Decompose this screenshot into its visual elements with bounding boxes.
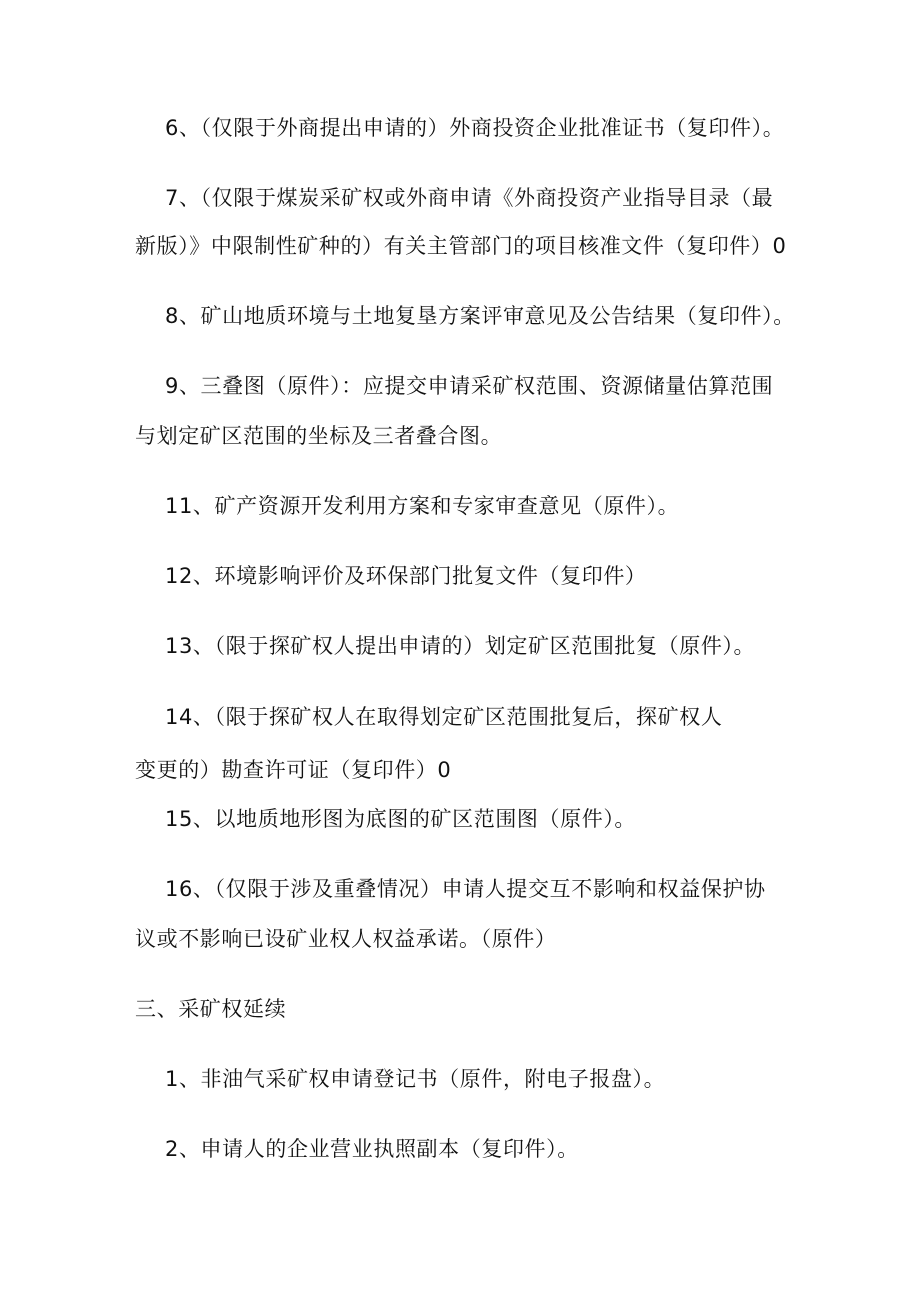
item-16-line-2: 议或不影响已设矿业权人权益承诺。（原件） xyxy=(135,927,557,951)
item-13: 13、（限于探矿权人提出申请的）划定矿区范围批复（原件）。 xyxy=(165,634,756,658)
item-14-line-1: 14、（限于探矿权人在取得划定矿区范围批复后，探矿权人 xyxy=(165,705,723,729)
item-12: 12、环境影响评价及环保部门批复文件（复印件） xyxy=(165,564,647,588)
item-9-line-1: 9、三叠图（原件）：应提交申请采矿权范围、资源储量估算范围 xyxy=(165,374,774,398)
item-8: 8、矿山地质环境与土地复垦方案评审意见及公告结果（复印件）。 xyxy=(165,304,795,328)
item-7-line-2: 新版）》中限制性矿种的）有关主管部门的项目核准文件（复印件）0 xyxy=(135,234,787,258)
section-heading: 三、采矿权延续 xyxy=(135,997,287,1021)
item-7-line-1: 7、（仅限于煤炭采矿权或外商申请《外商投资产业指导目录（最 xyxy=(165,186,774,210)
item-11: 11、矿产资源开发利用方案和专家审查意见（原件）。 xyxy=(165,494,680,518)
renewal-item-1: 1、非油气采矿权申请登记书（原件，附电子报盘）。 xyxy=(165,1067,666,1091)
item-15: 15、以地质地形图为底图的矿区范围图（原件）。 xyxy=(165,807,637,831)
item-6: 6、（仅限于外商提出申请的）外商投资企业批准证书（复印件）。 xyxy=(165,116,785,140)
renewal-item-2: 2、申请人的企业营业执照副本（复印件）。 xyxy=(165,1137,579,1161)
item-16-line-1: 16、（仅限于涉及重叠情况）申请人提交互不影响和权益保护协 xyxy=(165,877,766,901)
item-14-line-2: 变更的）勘查许可证（复印件）0 xyxy=(135,758,452,782)
item-9-line-2: 与划定矿区范围的坐标及三者叠合图。 xyxy=(135,424,503,448)
